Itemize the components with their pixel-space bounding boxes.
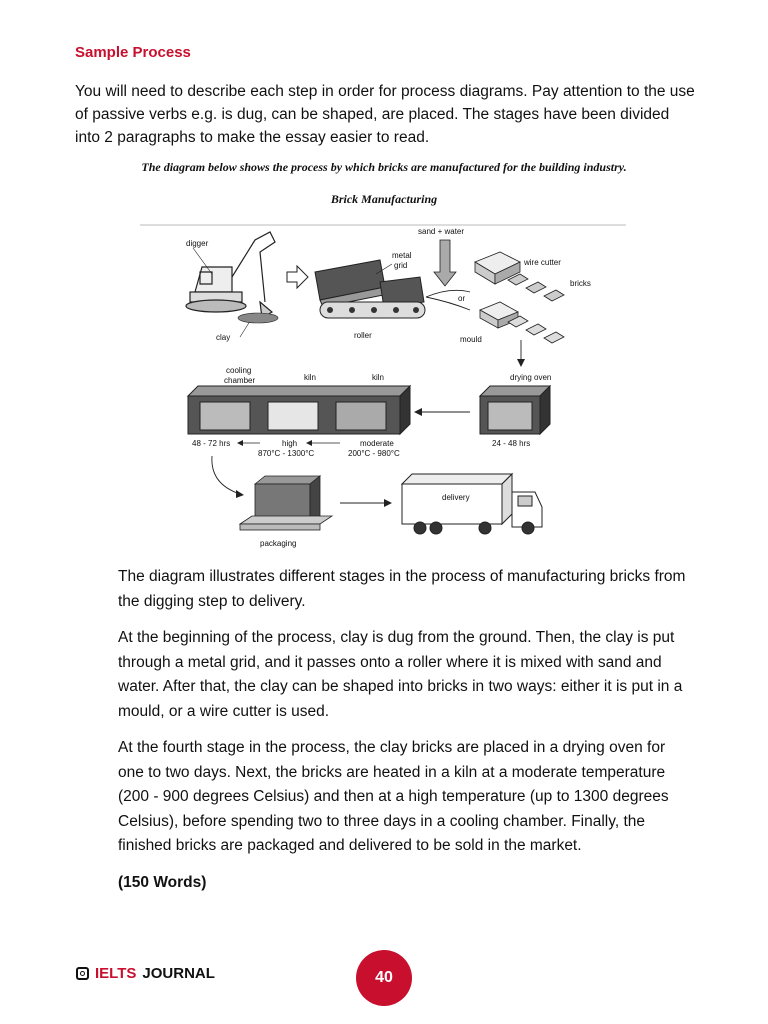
delivery-truck <box>402 474 542 534</box>
label-sand-water: sand + water <box>418 227 465 236</box>
label-mould: mould <box>460 335 482 344</box>
label-chamber: chamber <box>224 376 256 385</box>
arrow-to-grid <box>287 266 308 288</box>
label-delivery: delivery <box>442 493 470 502</box>
drying-oven-block <box>480 386 550 434</box>
label-dry-hours: 24 - 48 hrs <box>492 439 531 448</box>
label-drying-oven: drying oven <box>510 373 552 382</box>
diagram-title: Brick Manufacturing <box>330 192 438 206</box>
footer-brand <box>76 965 215 982</box>
label-wire-cutter: wire cutter <box>524 258 561 267</box>
page-number: 40 <box>356 950 412 1006</box>
label-packaging: packaging <box>260 539 297 548</box>
label-kiln-1: kiln <box>304 373 317 382</box>
label-moderate: moderate <box>360 439 394 448</box>
arrow-sand-water <box>434 240 456 286</box>
brand-ielts: IELTS <box>95 965 137 982</box>
label-moderate-temp: 200°C - 980°C <box>348 449 400 458</box>
label-kiln-2: kiln <box>372 373 385 382</box>
label-roller: roller <box>354 331 372 340</box>
label-digger: digger <box>186 239 209 248</box>
metal-grid-illustration <box>315 260 388 307</box>
kiln-chamber-block <box>188 386 410 434</box>
word-count: (150 Words) <box>118 873 207 891</box>
section-heading: Sample Process <box>75 44 191 61</box>
label-or: or <box>458 294 466 303</box>
brick-process-diagram <box>140 222 630 552</box>
instagram-icon <box>76 967 89 980</box>
essay-paragraph-3: At the fourth stage in the process, the clay bricks are placed in a drying oven for one to two days. Next, the bricks are heated in a kiln at a moderate temperature (200 - 900 degrees Celsius) and then at a high temperature (up to 1300 degrees Celsius), before spending two to three days in a cooling chamber. Finally, the finished bricks are packaged and delivered to be sold in the market. <box>118 739 669 854</box>
essay-paragraph-2: At the beginning of the process, clay is dug from the ground. Then, the clay is put through a metal grid, and it passes onto a roller where it is mixed with sand and water. After that, the clay can be shaped into bricks in two ways: either it is put in a mould, or a wire cutter is used. <box>118 629 683 720</box>
packaging-pallet <box>240 476 332 530</box>
label-grid: grid <box>394 261 408 270</box>
label-metal: metal <box>392 251 412 260</box>
label-high-temp: 870°C - 1300°C <box>258 449 315 458</box>
diagram-caption: The diagram below shows the process by which bricks are manufactured for the building industry. <box>141 160 627 174</box>
label-high: high <box>282 439 298 448</box>
mould-illustration <box>480 302 564 343</box>
intro-paragraph: You will need to describe each step in order for process diagrams. Pay attention to the use of passive verbs e.g. is dug, can be shaped, are placed. The stages have been divided into 2 paragraphs to make the essay easier to read. <box>75 83 695 146</box>
essay-body <box>118 565 693 907</box>
essay-paragraph-1: The diagram illustrates different stages in the process of manufacturing bricks from the digging step to delivery. <box>118 568 686 610</box>
label-bricks: bricks <box>570 279 591 288</box>
brand-journal: JOURNAL <box>142 965 215 982</box>
label-cooling: cooling <box>226 366 252 375</box>
label-clay: clay <box>216 333 231 342</box>
label-cool-hours: 48 - 72 hrs <box>192 439 231 448</box>
